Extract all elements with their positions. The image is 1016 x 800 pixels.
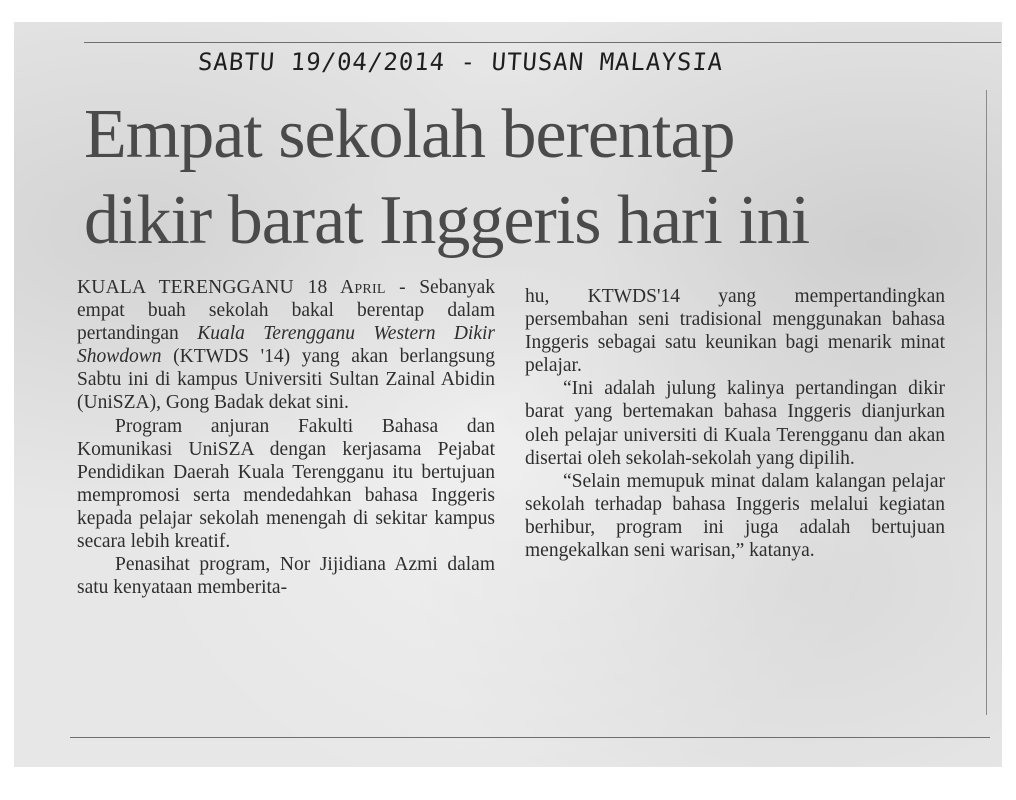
handwritten-date-source: SABTU 19/04/2014 - UTUSAN MALAYSIA [197,48,725,76]
paragraph-3: Penasihat program, Nor Jijidiana Azmi dalam satu kenyataan memberita- [77,554,495,599]
bottom-rule [70,737,990,738]
paragraph-1-text-b: (KTWDS '14) yang akan berlangsung Sabtu ini di kampus Universiti Sultan Zainal Abidin (UniSZA), Gong Badak dekat sini. [77,346,495,414]
paragraph-4: “Ini adalah julung kalinya pertandingan dikir barat yang bertemakan bahasa Inggeris dianjurkan oleh pelajar universiti di Kuala Terengganu dan akan disertai oleh sekolah-sekolah yang dipilih. [525,378,945,469]
event-name: Kuala Terengganu Western Dikir Showdown [77,323,495,368]
headline [84,92,964,264]
article-column-right [525,285,945,562]
headline-line-1: Empat sekolah berentap [84,96,735,173]
right-rule [986,90,987,715]
paragraph-3-continued: hu, KTWDS'14 yang mempertandingkan persembahan seni tradisional menggunakan bahasa Inggeris sebagai satu keunikan bagi menarik minat pelajar. [525,286,945,377]
paragraph-1-text-a: - Sebanyak empat buah sekolah bakal berentap dalam pertandingan [77,277,496,345]
dateline: KUALA TERENGGANU 18 April [77,277,386,298]
top-rule [84,42,1001,43]
paragraph-5: “Selain memupuk minat dalam kalangan pelajar sekolah terhadap bahasa Inggeris melalui kegiatan berhibur, program ini juga adalah bertujuan mengekalkan seni warisan,” katanya. [525,470,945,562]
headline-line-2: dikir barat Inggeris hari ini [84,182,810,259]
paragraph-1 [77,276,495,415]
article-column-left [77,276,495,599]
paragraph-2: Program anjuran Fakulti Bahasa dan Komunikasi UniSZA dengan kerjasama Pejabat Pendidikan Daerah Kuala Terengganu itu bertujuan mempromosi serta mendedahkan bahasa Inggeris kepada pelajar sekolah menengah di sekitar kampus secara lebih kreatif. [77,415,495,553]
